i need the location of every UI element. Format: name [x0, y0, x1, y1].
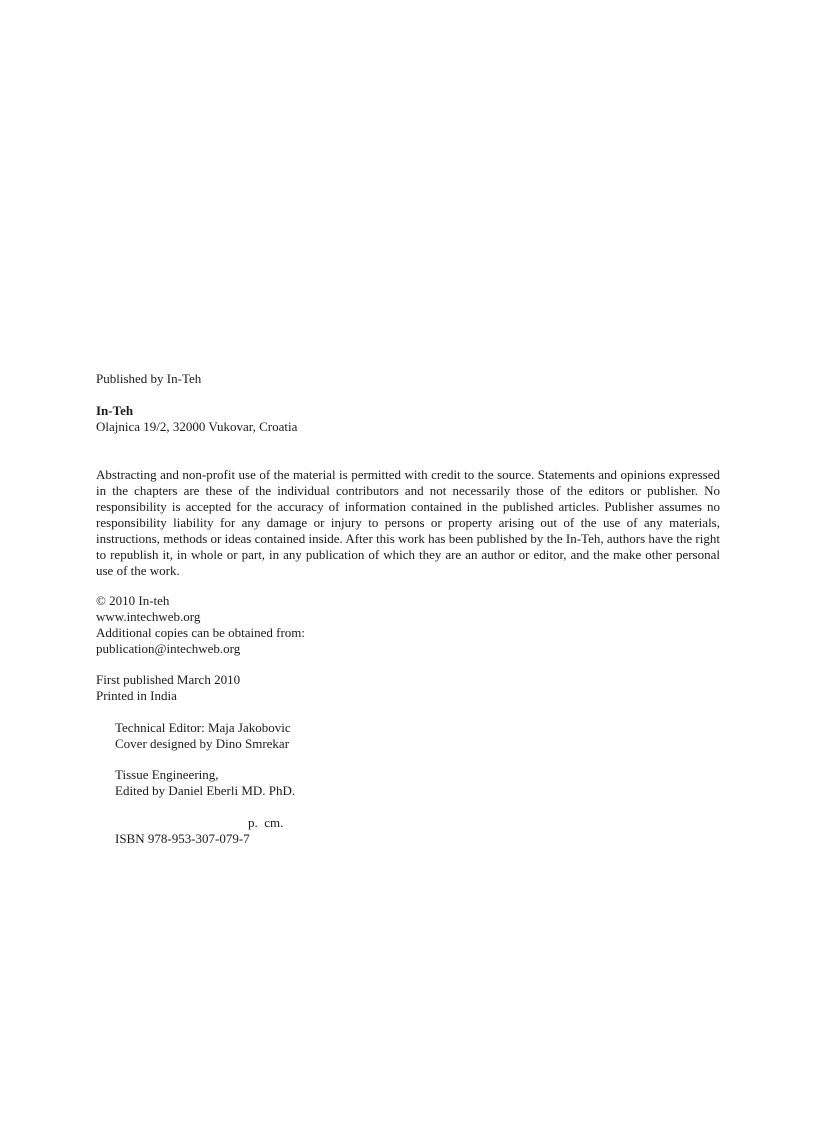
publication-info — [96, 672, 720, 704]
publisher-name: In-Teh — [96, 403, 134, 418]
published-by — [96, 371, 720, 387]
isbn-block — [115, 831, 250, 847]
copyright-line: © 2010 In-teh — [96, 593, 170, 608]
publisher-address: Olajnica 19/2, 32000 Vukovar, Croatia — [96, 419, 298, 434]
isbn: ISBN 978-953-307-079-7 — [115, 831, 250, 846]
publisher-info — [96, 403, 720, 435]
legal-notice: Abstracting and non-profit use of the material is permitted with credit to the source. Statements and opinions expressed in the chapters are these of the individual contributors and not necessarily those of the editors or publisher. No responsibility is accepted for the accuracy of information contained in the published articles. Publisher assumes no responsibility liability for any damage or injury to persons or property arising out of the use of any materials, instructions, methods or ideas contained inside. After this work has been published by the In-Teh, authors have the right to republish it, in whole or part, in any publication of which they are an author or editor, and the make other personal use of the work. — [96, 467, 720, 578]
website-link[interactable]: www.intechweb.org — [96, 609, 201, 624]
book-title: Tissue Engineering, — [115, 767, 219, 782]
email-link[interactable]: publication@intechweb.org — [96, 641, 241, 656]
published-by-line: Published by In-Teh — [96, 371, 202, 386]
printed-in: Printed in India — [96, 688, 177, 703]
first-published: First published March 2010 — [96, 672, 241, 687]
edited-by: Edited by Daniel Eberli MD. PhD. — [115, 783, 296, 798]
technical-editor: Technical Editor: Maja Jakobovic — [115, 720, 291, 735]
catalog-block — [115, 767, 295, 799]
credits-block — [115, 720, 291, 752]
cover-designer: Cover designed by Dino Smrekar — [115, 736, 290, 751]
pages-note — [248, 815, 283, 831]
pages-cm: p. cm. — [248, 815, 284, 830]
copyright-block — [96, 593, 720, 657]
copies-note: Additional copies can be obtained from: — [96, 625, 306, 640]
